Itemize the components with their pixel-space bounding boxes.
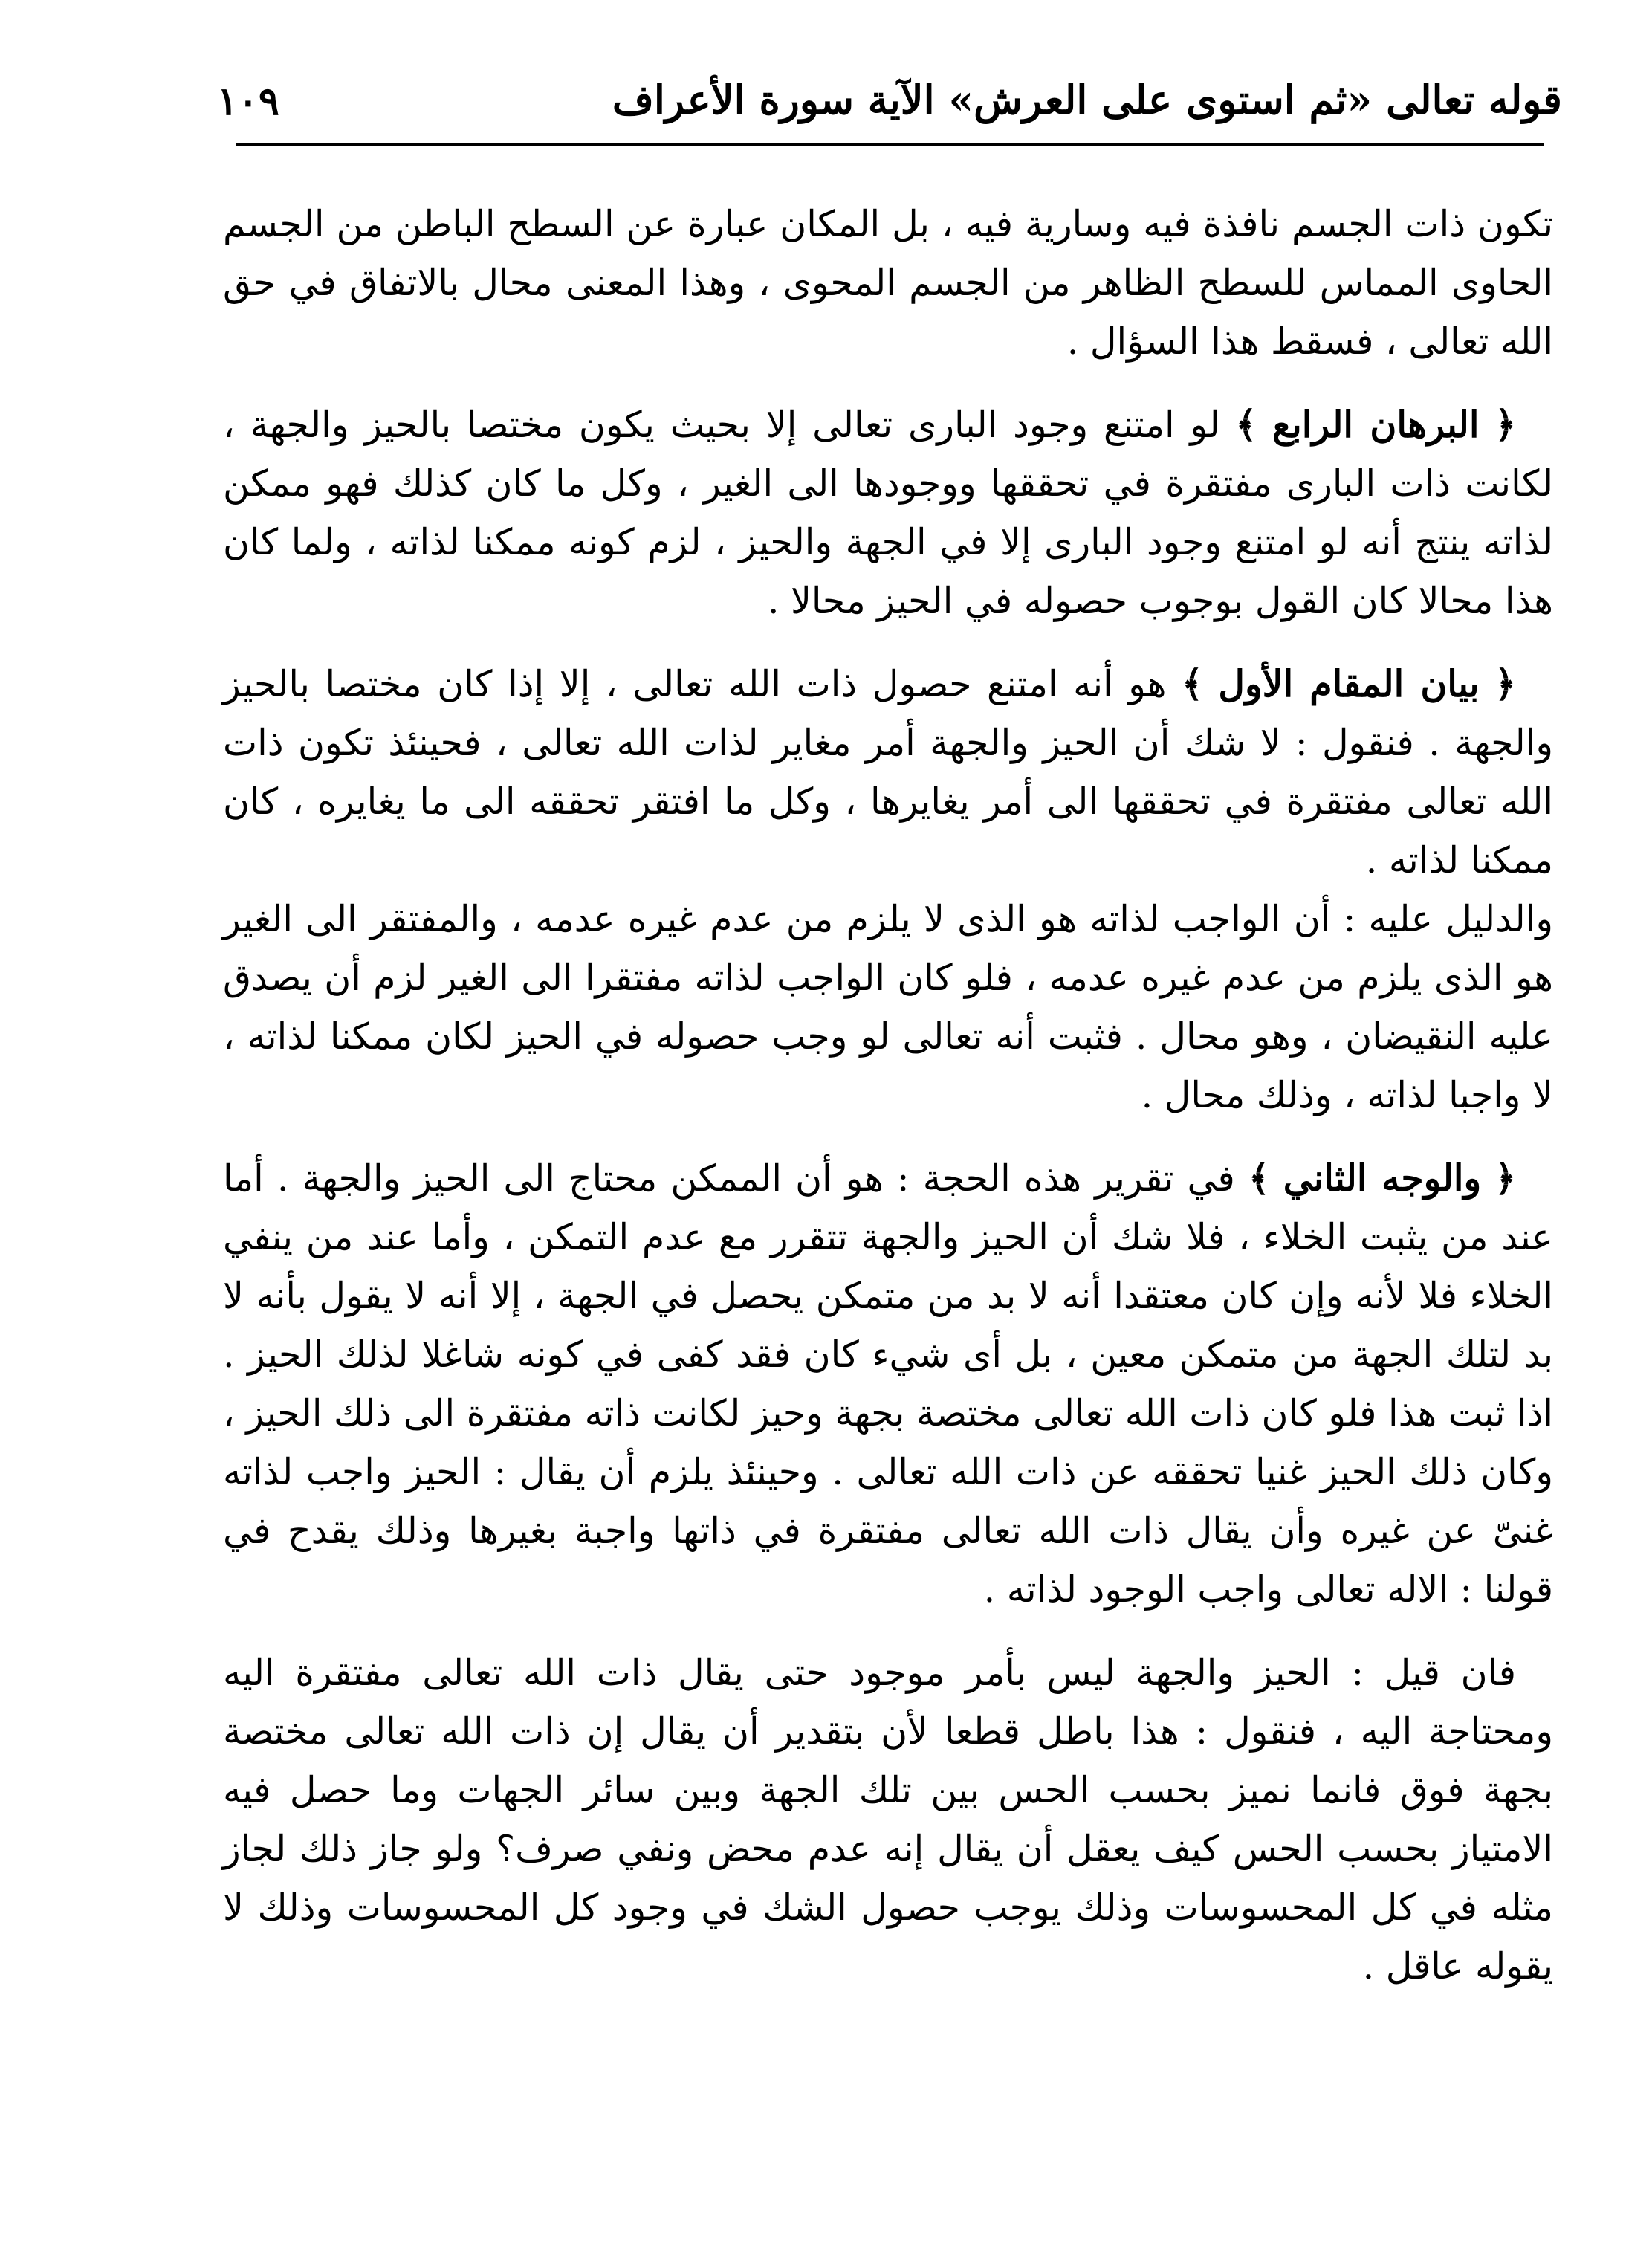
ornate-bracket-close: ﴾ bbox=[1248, 1157, 1270, 1200]
running-head bbox=[210, 65, 1562, 132]
section-heading: البرهان الرابع bbox=[1272, 403, 1480, 446]
paragraph-text: في تقرير هذه الحجة : هو أن الممكن محتاج الى الحيز والجهة . أما عند من يثبت الخلاء ، فلا شك أن الحيز والجهة تتقرر مع عدم التمكن ، وأما عند من ينفي الخلاء فلا لأنه وإن كان معتقدا أنه لا بد من متمكن يحصل في الجهة ، إلا أنه لا يقول بأنه لا بد لتلك الجهة من متمكن معين ، بل أى شيء كان فقد كفى في كونه شاغلا لذلك الحيز . اذا ثبت هذا فلو كان ذات الله تعالى مختصة بجهة وحيز لكانت ذاته مفتقرة الى ذلك الحيز ، وكان ذلك الحيز غنيا تحققه عن ذات الله تعالى . وحينئذ يلزم أن يقال : الحيز واجب لذاته غنىّ عن غيره وأن يقال ذات الله تعالى مفتقرة في ذاتها واجبة بغيرها وذلك يقدح في قولنا : الاله تعالى واجب الوجود لذاته . bbox=[223, 1157, 1553, 1611]
ornate-bracket-open: ﴿ bbox=[1494, 662, 1516, 705]
paragraph-2 bbox=[223, 395, 1553, 630]
paragraph-4: والدليل عليه : أن الواجب لذاته هو الذى لا يلزم من عدم غيره عدمه ، والمفتقر الى الغير هو الذى يلزم من عدم غيره عدمه ، فلو كان الواجب لذاته مفتقرا الى الغير لزم أن يصدق عليه النقيضان ، وهو محال . فثبت أنه تعالى لو وجب حصوله في الحيز لكان ممكنا لذاته ، لا واجبا لذاته ، وذلك محال . bbox=[223, 898, 1553, 1116]
ornate-bracket-open: ﴿ bbox=[1494, 403, 1517, 446]
ornate-bracket-close: ﴾ bbox=[1182, 662, 1203, 705]
ornate-bracket-open: ﴿ bbox=[1494, 1157, 1517, 1200]
section-heading: بيان المقام الأول bbox=[1218, 662, 1480, 705]
paragraph-6: فان قيل : الحيز والجهة ليس بأمر موجود حتى يقال ذات الله تعالى مفتقرة اليه ومحتاجة اليه ، فنقول : هذا باطل قطعا لأن بتقدير أن يقال إن ذات الله تعالى مختصة بجهة فوق فانما نميز بحسب الحس بين تلك الجهة وبين سائر الجهات وما حصل فيه الامتياز بحسب الحس كيف يعقل أن يقال إنه عدم محض ونفي صرف؟ ولو جاز ذلك لجاز مثله في كل المحسوسات وذلك يوجب حصول الشك في وجود كل المحسوسات وذلك لا يقوله عاقل . bbox=[223, 1652, 1553, 1988]
page-number: ١٠٩ bbox=[217, 79, 279, 124]
paragraph-text: لو امتنع وجود البارى تعالى إلا بحيث يكون مختصا بالحيز والجهة ، لكانت ذات البارى مفتقرة في تحققها ووجودها الى الغير ، وكل ما كان كذلك فهو ممكن لذاته ينتج أنه لو امتنع وجود البارى إلا في الجهة والحيز ، لزم كونه ممكنا لذاته ، ولما كان هذا محالا كان القول بوجوب حصوله في الحيز محالا . bbox=[223, 404, 1553, 622]
body-text bbox=[223, 195, 1553, 1996]
paragraph-3 bbox=[223, 655, 1553, 890]
paragraph-1: تكون ذات الجسم نافذة فيه وسارية فيه ، بل المكان عبارة عن السطح الباطن من الجسم الحاوى المماس للسطح الظاهر من الجسم المحوى ، وهذا المعنى محال بالاتفاق في حق الله تعالى ، فسقط هذا السؤال . bbox=[223, 203, 1553, 363]
header-divider bbox=[236, 143, 1544, 146]
header-title: قوله تعالى «ثم استوى على العرش» الآية سورة الأعراف bbox=[612, 76, 1562, 123]
section-heading: والوجه الثاني bbox=[1283, 1157, 1482, 1200]
paragraph-5 bbox=[223, 1149, 1553, 1619]
paragraph-text: هو أنه امتنع حصول ذات الله تعالى ، إلا إذا كان مختصا بالحيز والجهة . فنقول : لا شك أن الحيز والجهة أمر مغاير لذات الله تعالى ، فحينئذ تكون ذات الله تعالى مفتقرة في تحققها الى أمر يغايرها ، وكل ما افتقر تحققه الى ما يغايره ، كان ممكنا لذاته . bbox=[223, 663, 1553, 882]
ornate-bracket-close: ﴾ bbox=[1235, 403, 1257, 446]
